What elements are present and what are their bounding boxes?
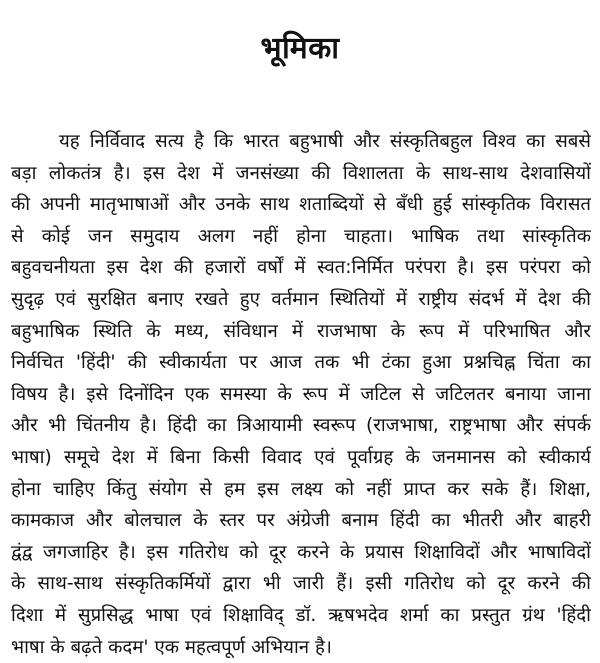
paragraph-line: यह निर्विवाद सत्य है कि भारत बहुभाषी और संस्कृतिबहुल विश्व का सबसे [59, 131, 591, 152]
paragraph-line: बड़ा लोकतंत्र है। इस देश में जनसंख्या की विशालता के साथ-साथ देशवासियों [11, 162, 591, 184]
paragraph-line: विषय है। इसे दिनोंदिन एक समस्या के रूप में जटिल से जटिलतर बनाया जाना [11, 383, 591, 405]
paragraph-line: बहुवचनीयता इस देश की हजारों वर्षों में स्वत:निर्मित परंपरा है। इस परंपरा को [11, 257, 591, 279]
paragraph-line: भाषा) समूचे देश में बिना किसी विवाद एवं पूर्वाग्रह के जनमानस को स्वीकार्य [11, 446, 591, 468]
paragraph-line: के साथ-साथ संस्कृतिकर्मियों द्वारा भी जारी हैं। इसी गतिरोध को दूर करने की [11, 573, 591, 595]
paragraph-line: बहुभाषिक स्थिति के मध्य, संविधान में राजभाषा के रूप में परिभाषित और [11, 320, 591, 342]
paragraph-line: दिशा में सुप्रसिद्ध भाषा एवं शिक्षाविद् डॉ. ऋषभदेव शर्मा का प्रस्तुत ग्रंथ 'हिंदी [11, 604, 591, 626]
paragraph-line: से कोई जन समुदाय अलग नहीं होना चाहता। भाषिक तथा सांस्कृतिक [11, 225, 591, 247]
paragraph-line: भाषा के बढ़ते कदम' एक महत्वपूर्ण अभियान है। [11, 636, 332, 658]
paragraph-line: और भी चिंतनीय है। हिंदी का त्रिआयामी स्वरूप (राजभाषा, राष्ट्रभाषा और संपर्क [11, 415, 591, 437]
paragraph-line: सुदृढ़ एवं सुरक्षित बनाए रखते हुए वर्तमान स्थितियों में राष्ट्रीय संदर्भ में देश की [11, 288, 591, 310]
page-title: भूमिका [260, 31, 340, 66]
paragraph-line: निर्वचित 'हिंदी' की स्वीकार्यता पर आज तक भी टंका हुआ प्रश्नचिह्न चिंता का [11, 352, 591, 374]
paragraph-line: कामकाज और बोलचाल के स्तर पर अंग्रेजी बनाम हिंदी का भीतरी और बाहरी [11, 510, 591, 532]
paragraph-line: की अपनी मातृभाषाओं और उनके साथ शताब्दियों से बँधी हुई सांस्कृतिक विरासत [11, 194, 591, 216]
body-paragraph [11, 126, 591, 663]
paragraph-line: होना चाहिए किंतु संयोग से हम इस लक्ष्य को नहीं प्राप्त कर सके हैं। शिक्षा, [11, 478, 591, 500]
paragraph-line: द्वंद्व जगजाहिर है। इस गतिरोध को दूर करने के प्रयास शिक्षाविदों और भाषाविदों [11, 541, 591, 563]
